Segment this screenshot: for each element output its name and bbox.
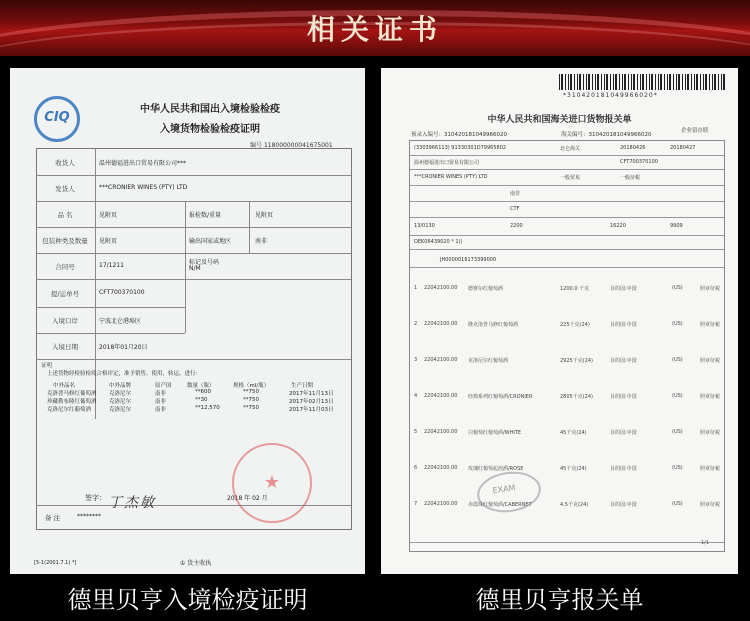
row-consignee: 收货人 温州德福进出口贸易有限公司*** xyxy=(37,149,351,176)
proof-label: 证明 xyxy=(41,363,53,369)
goods-cell: 德赛尔红葡萄酒 xyxy=(468,286,504,292)
signature: 丁杰敏 xyxy=(108,495,156,511)
goods-cell: 3 xyxy=(414,357,418,363)
goods-cell: 2925千克(24) xyxy=(560,358,593,364)
goods-cell: (US) xyxy=(672,501,683,507)
page-number: 1/1 xyxy=(701,540,710,546)
goods-cell: 目的国:中国 xyxy=(610,466,637,472)
goods-cell: (US) xyxy=(672,285,683,291)
banner-title: 相关证书 xyxy=(306,13,443,46)
certificate-table: 收货人 温州德福进出口贸易有限公司*** 发货人 ***CRONIER WINES (PTY) LTD 品 名 见附页 报检数/重量 见附页 包装种类及数量 见附页 输出国家或地区 南非 合同号 17/1211 标记及号码 N/M 提/运单号 CFT700370100 入境口岸 宁波北仑港埠区 入境日期 2018年01月20日 证明 上述货物经检验检疫合格评定，准予销售、使用、转运、进行： 中外品名 中外品牌 原产国 数量（瓶） 规格（ml/瓶） 生产日期 克洛普马修红葡萄酒 克洛尼尔 南非 **600 **750 2017年11月13日 珍藏勒布隆红葡萄酒 克洛尼尔 南非 **30 **750 2017年02月13日 克洛尼尔红葡萄酒 克洛尼尔 南非 **12,570 **750 2017年11月03日 签字： 2018 年 02 月 备 注 ******** xyxy=(36,148,352,530)
pre-entry-no: 预录入编号：310420181049966020 xyxy=(411,132,507,138)
goods-cell: 22042100.00 xyxy=(424,393,458,399)
barcode-icon xyxy=(559,74,727,90)
signature-label: 签字： xyxy=(85,494,106,502)
declaration-table: (3303966113) 91330301D79965802 北仑海关 20180426 20180427 温州德福进出口贸易有限公司 CFT700370100 ***CRONIER WINES (PTY) LTD 一般贸易 一般征税 南非 CTF 13/0130 2200 16220 9909 DEK06439020 * 1() JH0000016173399000 1 22042100.00 德赛尔红葡萄酒 1200.0 千克 目的国:中国 (US) 照章征税 2 22042100.00 隆克洛普马修红葡萄酒 225千克(24) 目的国:中国 (US) 照章征税 3 22042100.00 克洛尼尔红葡萄酒 2925千克(24) 目的国:中国 (US) 照章征税 4 22042100.00 经典系列红葡萄酒/CRONIER 2805千克(24) 目的国:中国 (US) 照章征税 5 22042100.00 白葡萄红葡萄酒/WHITE 45千克(24) 目的国:中国 (US) 照章征税 6 22042100.00 玫瑰红葡萄起泡酒/ROSE 45千克(24) 目的国:中国 (US) 照章征税 7 22042100.00 赤霞珠红葡萄酒/CABERNET 4.5千克(24) 目的国:中国 (US) 照章征税 xyxy=(409,140,725,552)
certificate-title-line2: 入境货物检验检疫证明 xyxy=(160,124,260,135)
goods-cell: 照章征税 xyxy=(700,286,721,292)
goods-cell: 7 xyxy=(414,501,418,507)
declaration-goods-row xyxy=(410,495,724,531)
declaration-goods-row xyxy=(410,423,724,459)
row-package: 包装种类及数量 见附页 输出国家或地区 南非 xyxy=(37,227,351,254)
customs-declaration-image xyxy=(381,68,738,574)
header-banner xyxy=(0,0,750,56)
footer-copy-label: ① 货主收执 xyxy=(180,560,212,567)
barcode-number: *310420181049966020* xyxy=(563,92,658,99)
goods-cell: 2805千克(24) xyxy=(560,394,593,400)
row-bl: 提/运单号 CFT700370100 xyxy=(37,279,185,308)
remark-value: ******** xyxy=(77,513,101,520)
goods-cell: 1200.0 千克 xyxy=(560,286,590,292)
goods-cell: 目的国:中国 xyxy=(610,322,637,328)
goods-cell: 照章征税 xyxy=(700,430,721,436)
goods-cell: (US) xyxy=(672,429,683,435)
goods-cell: 照章征税 xyxy=(700,394,721,400)
goods-cell: 照章征税 xyxy=(700,322,721,328)
proof-text: 上述货物经检验检疫合格评定，准予销售、使用、转运、进行： xyxy=(47,371,202,377)
inspection-certificate-image xyxy=(10,68,365,574)
goods-cell: 经典系列红葡萄酒/CRONIER xyxy=(468,394,533,400)
caption-certificate: 德里贝亨入境检疫证明 xyxy=(67,586,308,614)
goods-cell: 照章征税 xyxy=(700,502,721,508)
goods-cell: 22042100.00 xyxy=(424,285,458,291)
goods-cell: 目的国:中国 xyxy=(610,358,637,364)
goods-cell: 22042100.00 xyxy=(424,501,458,507)
goods-cell: 目的国:中国 xyxy=(610,286,637,292)
goods-cell: 4.5千克(24) xyxy=(560,502,589,508)
goods-cell: 目的国:中国 xyxy=(610,394,637,400)
goods-cell: 1 xyxy=(414,285,418,291)
goods-cell: 克洛尼尔红葡萄酒 xyxy=(468,358,509,364)
goods-cell: 22042100.00 xyxy=(424,357,458,363)
certificate-number: 编号 118000000041675001 xyxy=(250,142,333,149)
customs-no: 海关编号：310420181049966020 xyxy=(561,132,652,138)
goods-cell: 22042100.00 xyxy=(424,321,458,327)
goods-cell: 白葡萄红葡萄酒/WHITE xyxy=(468,430,522,436)
goods-cell: 225千克(24) xyxy=(560,322,590,328)
declaration-goods-row xyxy=(410,279,724,315)
declaration-goods-row xyxy=(410,351,724,387)
row-contract: 合同号 17/1211 标记及号码 N/M xyxy=(37,253,351,280)
goods-cell: 6 xyxy=(414,465,418,471)
declaration-goods-row xyxy=(410,459,724,495)
goods-cell: (US) xyxy=(672,357,683,363)
declaration-tag: 企业留存联 xyxy=(681,128,709,134)
exam-stamp-icon: EXAM xyxy=(475,468,544,517)
row-port: 入境口岸 宁波北仑港埠区 xyxy=(37,307,185,334)
goods-cell: (US) xyxy=(672,321,683,327)
caption-declaration: 德里贝亨报关单 xyxy=(475,586,644,614)
goods-cell: (US) xyxy=(672,393,683,399)
declaration-goods-row xyxy=(410,387,724,423)
goods-cell: 隆克洛普马修红葡萄酒 xyxy=(468,322,519,328)
goods-cell: 22042100.00 xyxy=(424,429,458,435)
goods-cell: 4 xyxy=(414,393,418,399)
goods-cell: 照章征税 xyxy=(700,358,721,364)
sign-date: 2018 年 02 月 xyxy=(227,495,268,502)
goods-cell: 45千克(24) xyxy=(560,466,587,472)
footer-form-code: [5-1(2001.7.1) *] xyxy=(34,560,77,566)
declaration-title: 中华人民共和国海关进口货物报关单 xyxy=(487,115,632,125)
goods-cell: 45千克(24) xyxy=(560,430,587,436)
certificate-title-line1: 中华人民共和国出入境检验检疫 xyxy=(140,104,280,115)
goods-cell: 目的国:中国 xyxy=(610,502,637,508)
row-consignor: 发货人 ***CRONIER WINES (PTY) LTD xyxy=(37,175,351,202)
goods-cell: 2 xyxy=(414,321,418,327)
ciq-logo-icon xyxy=(34,96,80,142)
goods-cell: 22042100.00 xyxy=(424,465,458,471)
goods-cell: 赤霞珠红葡萄酒/CABERNET xyxy=(468,502,532,508)
goods-cell: 目的国:中国 xyxy=(610,430,637,436)
goods-cell: 5 xyxy=(414,429,418,435)
remark-label: 备 注 xyxy=(45,514,61,522)
goods-cell: 玫瑰红葡萄起泡酒/ROSE xyxy=(468,466,524,472)
inspection-seal-icon: ★ xyxy=(232,443,312,523)
row-date: 入境日期 2018年01月20日 xyxy=(37,333,351,360)
declaration-goods-row xyxy=(410,315,724,351)
goods-cell: 照章征税 xyxy=(700,466,721,472)
goods-cell: (US) xyxy=(672,465,683,471)
ciq-logo-text: CIQ xyxy=(44,110,70,125)
row-name: 品 名 见附页 报检数/重量 见附页 xyxy=(37,201,351,228)
